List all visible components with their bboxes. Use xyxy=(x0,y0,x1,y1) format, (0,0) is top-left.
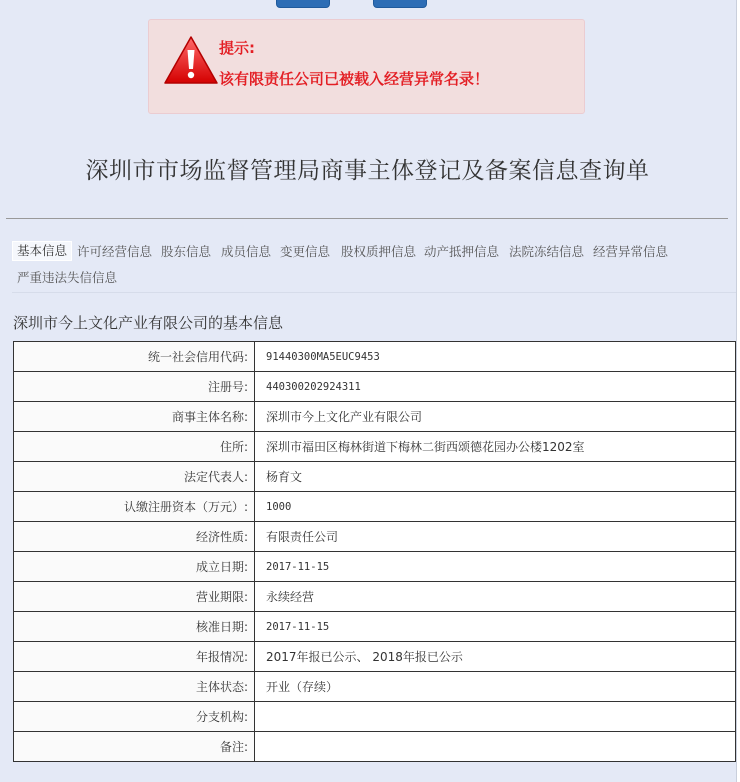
field-value: 2017-11-15 xyxy=(255,552,736,582)
basic-info-table xyxy=(13,341,736,762)
field-value: 2017-11-15 xyxy=(255,612,736,642)
field-value: 2017年报已公示、 2018年报已公示 xyxy=(255,642,736,672)
field-label: 主体状态: xyxy=(14,672,255,702)
tab-abnormal-operation-info[interactable]: 经营异常信息 xyxy=(593,244,669,259)
field-label: 成立日期: xyxy=(14,552,255,582)
table-row xyxy=(14,552,736,582)
field-value xyxy=(255,702,736,732)
field-label: 认缴注册资本（万元）: xyxy=(14,492,255,522)
field-value xyxy=(255,732,736,762)
field-label: 核准日期: xyxy=(14,612,255,642)
field-label: 备注: xyxy=(14,732,255,762)
field-value: 深圳市今上文化产业有限公司 xyxy=(255,402,736,432)
table-row xyxy=(14,642,736,672)
field-label: 经济性质: xyxy=(14,522,255,552)
field-label: 注册号: xyxy=(14,372,255,402)
tab-member-info[interactable]: 成员信息 xyxy=(221,244,272,259)
section-title: 深圳市今上文化产业有限公司的基本信息 xyxy=(13,314,284,332)
field-label: 商事主体名称: xyxy=(14,402,255,432)
field-label: 年报情况: xyxy=(14,642,255,672)
field-label: 法定代表人: xyxy=(14,462,255,492)
top-button-1[interactable] xyxy=(276,0,330,8)
divider xyxy=(6,218,728,219)
table-row xyxy=(14,432,736,462)
table-row xyxy=(14,672,736,702)
abnormal-operation-alert xyxy=(148,19,585,114)
field-value: 有限责任公司 xyxy=(255,522,736,552)
field-value: 开业（存续） xyxy=(255,672,736,702)
alert-message: 该有限责任公司已被载入经营异常名录！ xyxy=(219,70,490,88)
field-label: 分支机构: xyxy=(14,702,255,732)
tab-basic-info[interactable]: 基本信息 xyxy=(12,241,72,261)
tab-serious-violation-info[interactable]: 严重违法失信信息 xyxy=(17,270,118,285)
table-row xyxy=(14,342,736,372)
tab-equity-pledge-info[interactable]: 股权质押信息 xyxy=(341,244,417,259)
tab-chattel-mortgage-info[interactable]: 动产抵押信息 xyxy=(424,244,500,259)
field-label: 营业期限: xyxy=(14,582,255,612)
warning-icon xyxy=(163,35,219,87)
table-row xyxy=(14,402,736,432)
table-row xyxy=(14,372,736,402)
field-value: 深圳市福田区梅林街道下梅林二街西颂德花园办公楼1202室 xyxy=(255,432,736,462)
top-button-2[interactable] xyxy=(373,0,427,8)
table-row xyxy=(14,702,736,732)
field-value: 杨育文 xyxy=(255,462,736,492)
tabs-underline xyxy=(12,292,736,293)
field-value: 91440300MA5EUC9453 xyxy=(255,342,736,372)
tab-court-freeze-info[interactable]: 法院冻结信息 xyxy=(509,244,585,259)
field-value: 1000 xyxy=(255,492,736,522)
table-row xyxy=(14,732,736,762)
tab-change-info[interactable]: 变更信息 xyxy=(280,244,331,259)
field-value: 440300202924311 xyxy=(255,372,736,402)
page-title: 深圳市市场监督管理局商事主体登记及备案信息查询单 xyxy=(85,158,650,184)
table-row xyxy=(14,522,736,552)
field-label: 住所: xyxy=(14,432,255,462)
scrollbar[interactable] xyxy=(736,0,740,782)
field-label: 统一社会信用代码: xyxy=(14,342,255,372)
table-row xyxy=(14,612,736,642)
tab-shareholder-info[interactable]: 股东信息 xyxy=(161,244,212,259)
table-row xyxy=(14,492,736,522)
field-value: 永续经营 xyxy=(255,582,736,612)
table-row xyxy=(14,462,736,492)
tab-license-info[interactable]: 许可经营信息 xyxy=(77,244,153,259)
table-row xyxy=(14,582,736,612)
alert-title: 提示: xyxy=(219,39,255,57)
